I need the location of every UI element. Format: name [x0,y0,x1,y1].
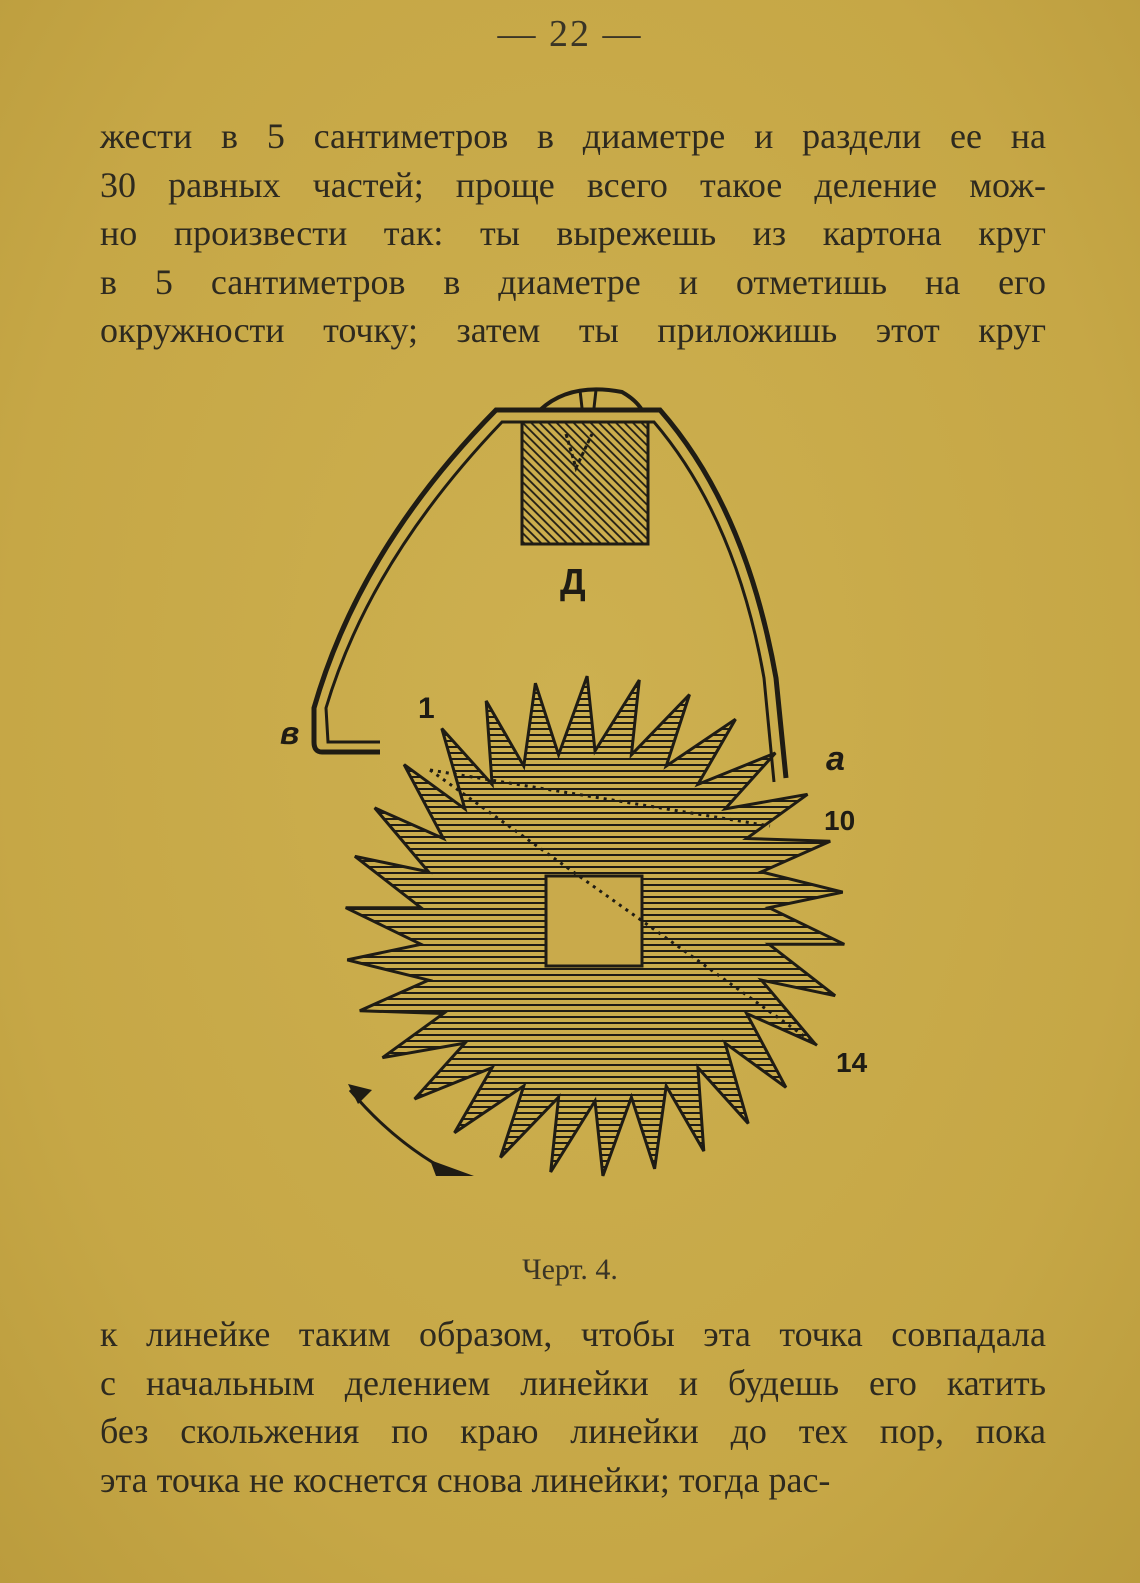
page-number: — 22 — [497,13,643,55]
label-d: Д [560,561,586,602]
screw-head [540,389,642,410]
text-line: эта точка не коснется снова линейки; тогда рас- [100,1459,831,1500]
label-ten: 10 [824,805,856,836]
text-line: жести в 5 сантиметров в диаметре и раздели ее на [100,116,1046,156]
text-line: окружности точку; затем ты приложишь этот круг [100,310,1046,350]
text-line: в 5 сантиметров в диаметре и отметишь на его [100,261,1046,302]
text-line: с начальным делением линейки и будешь его катить [100,1362,1046,1403]
text-line: но произвести так: ты вырежешь из картона круг [100,213,1046,253]
figure-caption: Черт. 4. [522,1253,618,1286]
weight-block [522,422,648,544]
paragraph-bottom [100,1310,1046,1504]
gear-center-square [546,876,642,966]
label-one: 1 [418,692,435,725]
figure-gear-drawing [270,378,910,1228]
label-a: а [826,740,845,778]
label-fourteen: 14 [836,1047,868,1078]
rotation-arrow-icon [350,1090,442,1168]
text-line: к линейке таким образом, чтобы эта точка совпадала [100,1314,1046,1354]
text-line: 30 равных частей; проще всего такое деление мож- [100,164,1046,205]
text-line: без скольжения по краю линейки до тех пор, пока [100,1411,1046,1451]
label-b: в [280,715,300,751]
paragraph-top [100,112,1046,355]
